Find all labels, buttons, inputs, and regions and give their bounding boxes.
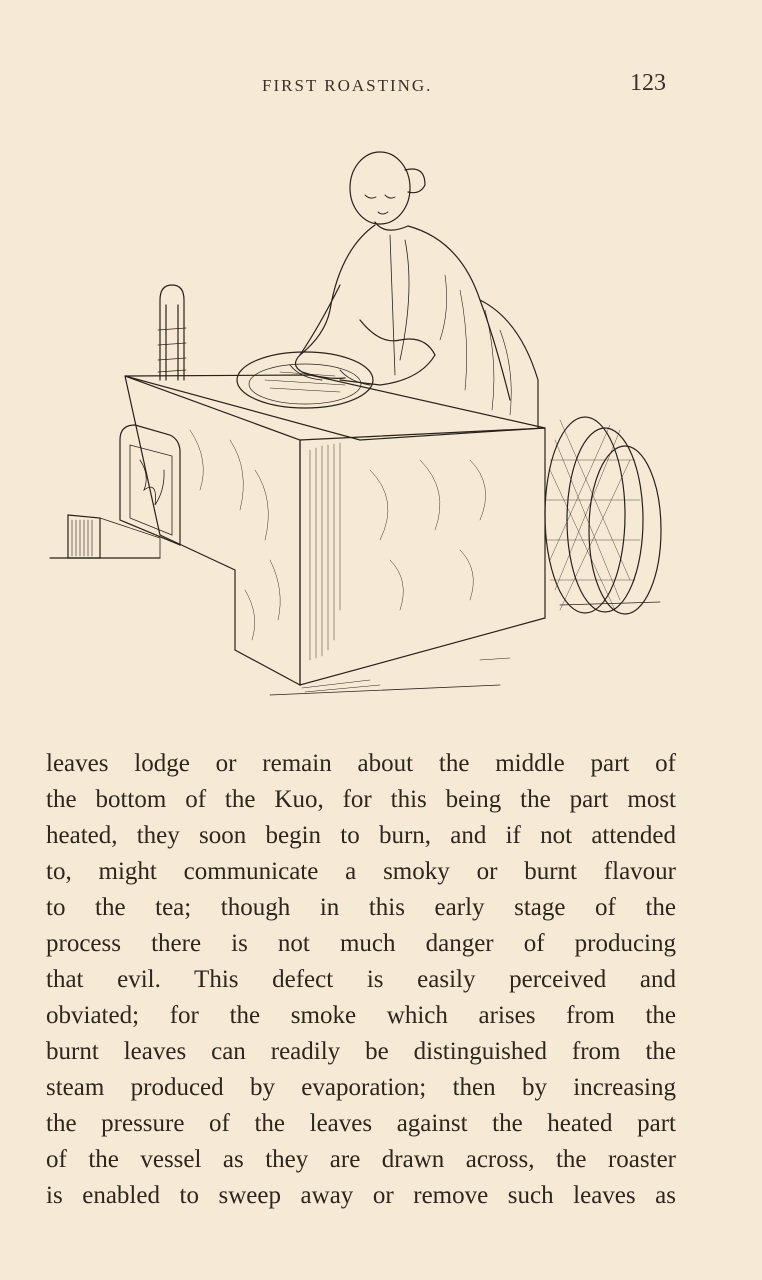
running-head <box>0 70 762 100</box>
text-line: obviated; for the smoke which arises from the <box>46 1002 676 1029</box>
page-number: 123 <box>630 70 666 96</box>
text-line: steam produced by evaporation; then by increasing <box>46 1074 676 1101</box>
text-line: to the tea; though in this early stage of the <box>46 894 676 921</box>
text-line: the pressure of the leaves against the heated part <box>46 1110 676 1137</box>
text-line: heated, they soon begin to burn, and if not attended <box>46 822 676 849</box>
body-text <box>46 746 676 1214</box>
text-line: that evil. This defect is easily perceived and <box>46 966 676 993</box>
text-line: process there is not much danger of producing <box>46 930 676 957</box>
text-line: burnt leaves can readily be distinguished from the <box>46 1038 676 1065</box>
roasting-engraving <box>40 140 680 705</box>
text-line: is enabled to sweep away or remove such leaves as <box>46 1182 676 1209</box>
text-line: of the vessel as they are drawn across, the roaster <box>46 1146 676 1173</box>
engraving-illustration <box>40 140 680 705</box>
text-line: the bottom of the Kuo, for this being the part most <box>46 786 676 813</box>
text-line: leaves lodge or remain about the middle part of <box>46 750 676 777</box>
running-title: FIRST ROASTING. <box>262 76 433 95</box>
text-line: to, might communicate a smoky or burnt flavour <box>46 858 676 885</box>
